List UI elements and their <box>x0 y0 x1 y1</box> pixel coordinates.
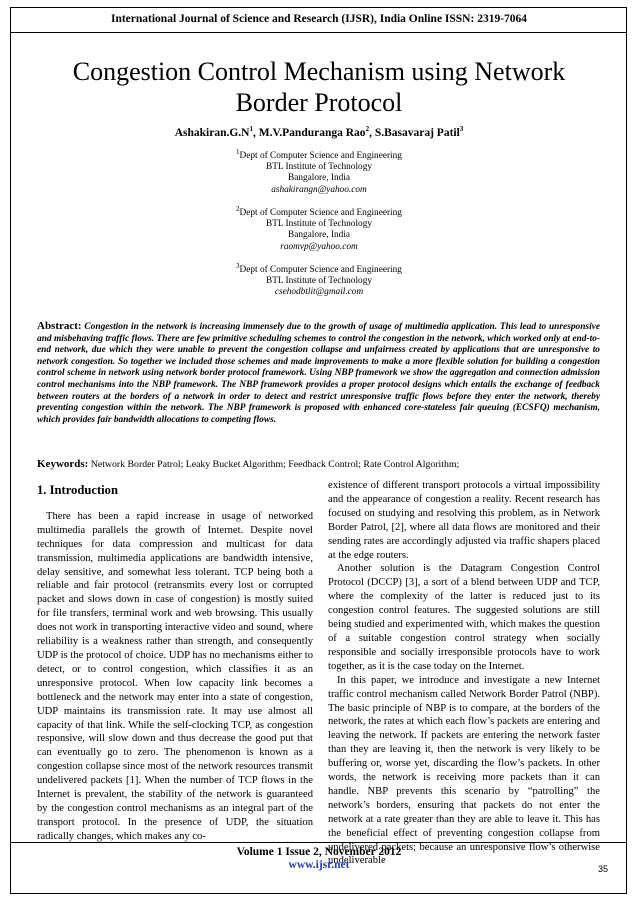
paragraph: existence of different transport protocols a virtual impossibility and the appearance of congestion a reality. Recent research has focused on studying and resolving this problem, as in Network Border Patrol, [2], where all data flows are monitored and their sending rates are accordingly adjusted via traffic shapers placed at the edge routers. <box>328 480 600 561</box>
header-rule <box>10 32 627 33</box>
author-affiliation-mark: 1 <box>249 125 253 134</box>
keywords-label: Keywords: <box>37 458 89 470</box>
page-number: 35 <box>598 864 609 874</box>
paragraph: There has been a rapid increase in usage of networked multimedia parallels the growth of Internet. Despite novel techniques for data compression and multicast for data transmission, multimedia applications are bandwidth intensive, delay sensitive, and somewhat less tolerant. TCP being both a reliable and fair protocol (retransmits every lost or corrupted packet and slows down in case of congestion) is mostly suited for file transfers, terminal work and web browsing. This usually does not work in transporting interactive video and sound, where reliability is a weakness rather than strength, and consequently UDP is the protocol of choice. UDP has no mechanisms either to detect, or to control congestion, which classifies it as an unresponsive protocol. When low capacity link becomes a bottleneck and the network may enter into a state of congestion, UDP maintains its transmission rate. It may use almost all capacity of that link. While the self-clocking TCP, as congestion responsive, will slow down and thus decrease the good put that can eventually go to zero. The phenomenon is known as a congestion collapse since most of the network resources transmit undelivered packets [1]. When the number of TCP flows in the Internet is prevalent, the stability of the network is guaranteed by the congestion control mechanisms as an integral part of the transport protocol. In the presence of UDP, the situation radically changes, which makes any co- <box>37 510 313 842</box>
paragraph: Another solution is the Datagram Congestion Control Protocol (DCCP) [3], a sort of a blend between UDP and TCP, where the complexity of the latter is reduced just to its congestion control features. The suggested solutions are still being studied and experimented with, which makes the question of a suitable congestion control strategy when socially responsible and socially irresponsible protocols have to work together, as it is the case today on the Internet. <box>328 563 600 672</box>
journal-header: International Journal of Science and Research (IJSR), India Online ISSN: 2319-7064 <box>110 13 528 25</box>
affiliation-dept: Dept of Computer Science and Engineering <box>239 208 402 218</box>
author-affiliation-mark: 2 <box>365 125 370 134</box>
author-name: S.Basavaraj Patil <box>374 127 460 139</box>
author-affiliation-mark: 3 <box>459 125 464 134</box>
affiliation-block <box>0 147 638 196</box>
paragraph: In this paper, we introduce and investigate a new Internet traffic control mechanism called Network Border Patrol (NBP). The basic principle of NBP is to compare, at the borders of the network, the rates at which each flow’s packets are entering and leaving the network. If packets are entering the network faster than they are leaving it, then the network is very likely to be buffering or, worse yet, discarding the flow’s packets. In other words, the network is receiving more packets than it can handle. NBP prevents this scenario by “patrolling” the network’s borders, ensuring that packets do not enter the network at a rate greater than they are able to leave it. This has the beneficial effect of preventing congestion collapse from undelivered packets; because an unresponsive flow’s otherwise undeliverable <box>328 674 600 867</box>
footer-rule <box>10 842 627 843</box>
affiliation-email[interactable]: raomvp@yahoo.com <box>280 241 358 252</box>
abstract <box>37 321 600 426</box>
paper-title: Congestion Control Mechanism using Network Border Protocol <box>72 57 566 117</box>
author-separator: , <box>369 127 375 139</box>
abstract-text: Congestion in the network is increasing immensely due to the growth of usage of multimedia application. This lead to unresponsive and misbehaving traffic flows. There are few primitive scheduling schemes to control the congestion in the network, which worked only at end-to-end network, due which they were unable to prevent the congestion collapse and unfairness created by applications that are unresponsive to network congestion. So together we included those schemes and made improvements to make a more flexible solution for building a congestion control scheme in network using network border protocol framework. Using NBP framework we show the aggregation and connection admission control mechanisms into the NBP framework. The NBP framework provides a proper protocol designs which entails the exchange of feedback between routers at the borders of a network in order to detect and restrict unresponsive traffic flows before they enter the network, thereby preventing congestion within the network. The NBP framework is proposed with enhanced core-stateless fair queuing (ECSFQ) mechanism, which provides fair bandwidth allocations to competing flows. <box>37 322 601 425</box>
author-name: M.V.Panduranga Rao <box>258 127 366 139</box>
volume-info: Volume 1 Issue 2, November 2012 <box>236 846 402 858</box>
affiliation-city: Bangalore, India <box>288 230 350 241</box>
journal-url-link[interactable]: www.ijsr.net <box>288 859 350 871</box>
affiliation-email[interactable]: ashakirangn@yahoo.com <box>271 184 367 195</box>
affiliation-block <box>0 261 638 299</box>
footer <box>0 846 638 872</box>
affiliation-city: Bangalore, India <box>288 173 350 184</box>
author-separator: , <box>252 127 259 139</box>
affiliation-mark: 3 <box>236 261 240 270</box>
affiliation-dept: Dept of Computer Science and Engineering <box>239 151 402 161</box>
right-column <box>328 479 600 868</box>
affiliation-institute: BTL Institute of Technology <box>266 276 372 287</box>
author-name: Ashakiran.G.N <box>174 127 250 139</box>
keywords <box>37 458 600 470</box>
affiliation-mark: 2 <box>236 204 240 213</box>
affiliation-mark: 1 <box>236 147 240 156</box>
affiliation-email[interactable]: csehodbtlit@gmail.com <box>274 287 364 298</box>
affiliation-block <box>0 204 638 253</box>
keywords-text: Network Border Patrol; Leaky Bucket Algorithm; Feedback Control; Rate Control Algorithm; <box>90 459 460 470</box>
left-column <box>37 484 313 844</box>
affiliation-institute: BTL Institute of Technology <box>266 219 372 230</box>
section-heading: 1. Introduction <box>37 483 118 497</box>
abstract-label: Abstract: <box>37 320 82 332</box>
author-list <box>0 127 638 139</box>
affiliation-dept: Dept of Computer Science and Engineering <box>239 265 402 275</box>
affiliation-institute: BTL Institute of Technology <box>266 162 372 173</box>
